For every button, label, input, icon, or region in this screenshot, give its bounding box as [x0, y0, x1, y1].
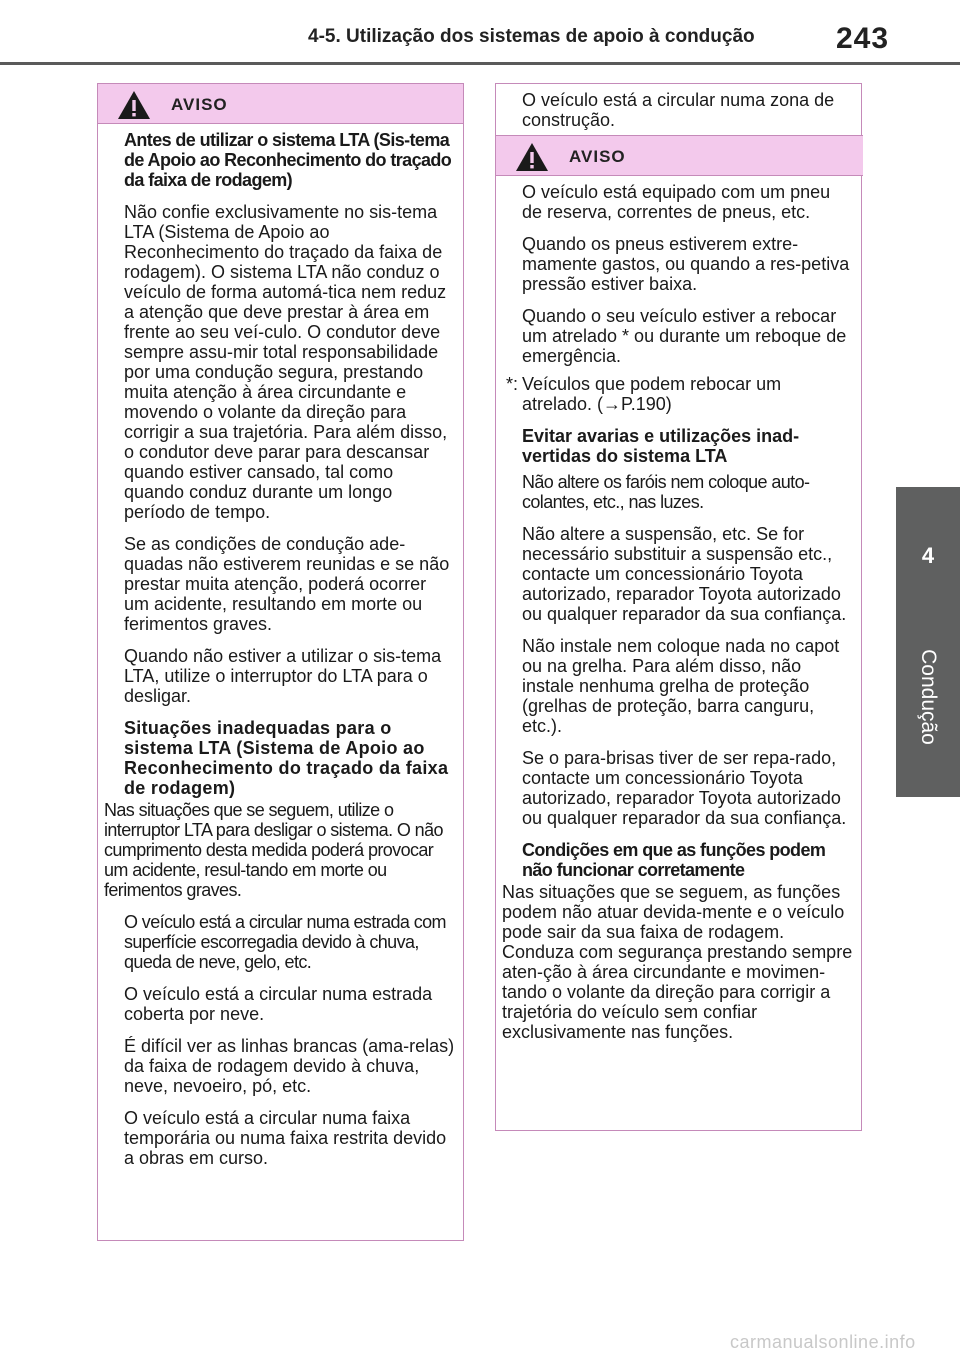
warning-triangle-icon — [117, 90, 151, 120]
list-item: Quando o seu veículo estiver a rebocar um atrelado * ou durante um reboque de emergência. — [522, 306, 847, 366]
section-heading: Situações inadequadas para o sistema LTA (Sistema de Apoio ao Reconhecimento do traçado da faixa de rodagem) — [124, 718, 449, 798]
list-item: O veículo está a circular numa zona de construção. — [522, 90, 835, 130]
section-heading: Condições em que as funções podem não funcionar corretamente — [522, 840, 826, 880]
list-item: O veículo está a circular numa estrada coberta por neve. — [124, 984, 433, 1024]
list-item: O veículo está a circular numa estrada com superfície escorregadia devido à chuva, queda de neve, gelo, etc. — [124, 912, 446, 972]
paragraph: Não altere os faróis nem coloque auto-colantes, etc., nas luzes. — [522, 472, 810, 512]
paragraph: Quando não estiver a utilizar o sis-tema LTA, utilize o interruptor do LTA para o desligar. — [124, 646, 442, 706]
chapter-tab[interactable] — [896, 487, 960, 797]
paragraph: Não confie exclusivamente no sis-tema LTA (Sistema de Apoio ao Reconhecimento do traçado da faixa de rodagem). O sistema LTA não conduz o veículo de forma automá-tica nem reduz a atenção que deve prestar à área em frente ao seu veí-culo. O condutor deve sempre assu-mir total responsabilidade por uma condução segura, prestando muita atenção à área circundante e movendo o volante da direção para corrigir a sua trajetória. Para além disso, o condutor deve parar para descansar quando estiver cansado, tal como quando conduz durante um longo período de tempo. — [124, 202, 448, 522]
paragraph: Não altere a suspensão, etc. Se for necessário substituir a suspensão etc., contacte um concessionário Toyota autorizado, reparador Toyota autorizado ou qualquer reparador da sua confiança. — [522, 524, 847, 624]
page-header — [0, 0, 960, 66]
paragraph: Não instale nem coloque nada no capot ou na grelha. Para além disso, não instale nenhuma grelha de proteção (grelhas de proteção, barra canguru, etc.). — [522, 636, 840, 736]
section-heading: Evitar avarias e utilizações inad-vertidas do sistema LTA — [522, 426, 800, 466]
footnote — [502, 374, 855, 414]
chapter-label: Condução — [917, 649, 940, 745]
chapter-number: 4 — [921, 543, 935, 568]
list-item: É difícil ver as linhas brancas (ama-relas) da faixa de rodagem devido à chuva, neve, nevoeiro, pó, etc. — [124, 1036, 455, 1096]
footnote-text: Veículos que podem rebocar um atrelado. (→P.190) — [522, 374, 782, 414]
section-heading: Antes de utilizar o sistema LTA (Sis-tema de Apoio ao Reconhecimento do traçado da faixa de rodagem) — [124, 130, 452, 190]
paragraph: Nas situações que se seguem, as funções podem não atuar devida-mente e o veículo pode sair da sua faixa de rodagem. Conduza com segurança prestando sempre aten-ção à área circundante e movimen-tando o volante da direção para corrigir a trajetória do veículo sem confiar exclusivamente nas funções. — [502, 882, 853, 1042]
paragraph: Se as condições de condução ade-quadas não estiverem reunidas e se não prestar muita atenção, poderá ocorrer um acidente, resultando em morte ou ferimentos graves. — [124, 534, 450, 634]
warning-triangle-icon — [515, 142, 549, 172]
warning-title: AVISO — [569, 147, 626, 166]
paragraph: Nas situações que se seguem, utilize o interruptor LTA para desligar o sistema. O não cumprimento desta medida poderá provocar um acidente, resul-tando em morte ou ferimentos graves. — [104, 800, 443, 900]
list-item: Quando os pneus estiverem extre-mamente gastos, ou quando a res-petiva pressão estiver baixa. — [522, 234, 850, 294]
continued-item-cell — [496, 84, 863, 136]
header-divider — [0, 62, 960, 65]
watermark: carmanualsonline.info — [730, 1332, 916, 1352]
paragraph: Se o para-brisas tiver de ser repa-rado, contacte um concessionário Toyota autorizado, reparador Toyota autorizado ou qualquer reparador da sua confiança. — [522, 748, 847, 828]
footnote-mark: *: — [506, 374, 519, 394]
list-item: O veículo está equipado com um pneu de reserva, correntes de pneus, etc. — [522, 182, 831, 222]
section-title: 4-5. Utilização dos sistemas de apoio à condução — [308, 26, 755, 47]
warning-header — [496, 136, 863, 176]
page-number: 243 — [836, 22, 890, 55]
warning-header — [98, 84, 463, 124]
warning-box-right — [495, 83, 862, 1131]
warning-section — [496, 136, 863, 1042]
warning-box-left — [97, 83, 464, 1241]
warning-title: AVISO — [171, 95, 228, 114]
list-item: O veículo está a circular numa faixa temporária ou numa faixa restrita devido a obras em curso. — [124, 1108, 447, 1168]
